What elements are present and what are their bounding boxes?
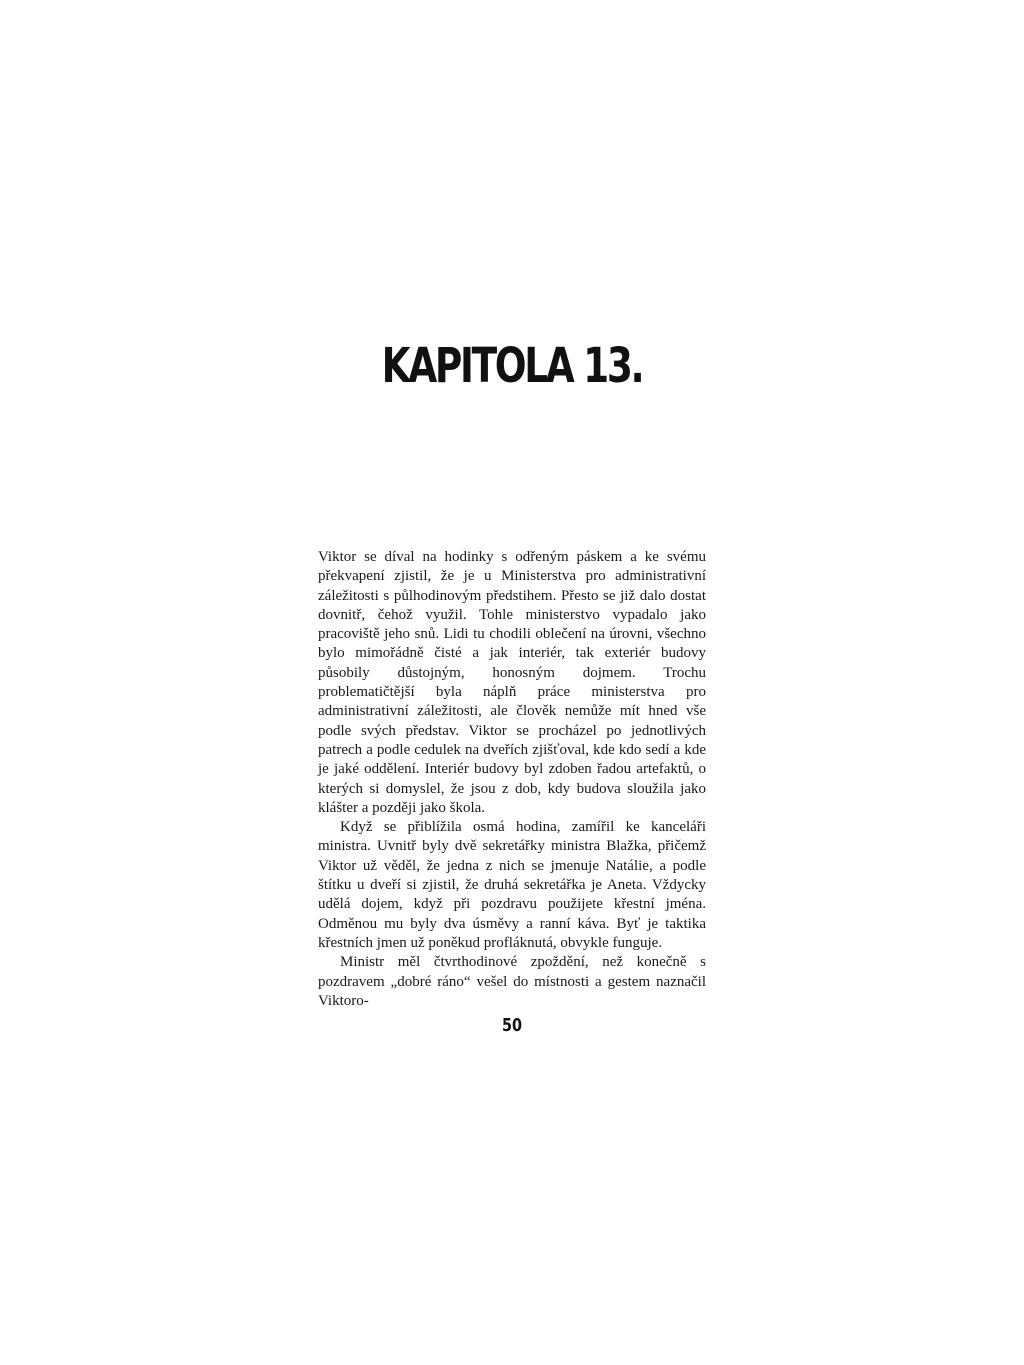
chapter-title: KAPITOLA 13. [381,338,643,394]
paragraph-3: Ministr měl čtvrthodinové zpoždění, než konečně s pozdravem „dobré ráno“ vešel do místnosti a gestem naznačil Viktoro- [318,954,706,1009]
paragraph-1: Viktor se díval na hodinky s odřeným páskem a ke svému překvapení zjistil, že je u Ministerstva pro administrativní záležitosti s půlhodinovým předstihem. Přesto se již dalo dostat dovnitř, čehož využil. Tohle ministerstvo vypadalo jako pracoviště jeho snů. Lidi tu chodili oblečení na úrovni, všechno bylo mimořádně čisté a jak interiér, tak exteriér budovy působily důstojným, honosným dojmem. Trochu problematičtější byla náplň práce ministerstva pro administrativní záležitosti, ale člověk nemůže mít hned vše podle svých představ. Viktor se procházel po jednotlivých patrech a podle cedulek na dveřích zjišťoval, kde kdo sedí a kde je jaké oddělení. Interiér budovy byl zdoben řadou artefaktů, o kterých si domyslel, že jsou z dob, kdy budova sloužila jako klášter a později jako škola. [318,549,706,816]
page-number: 50 [501,1015,523,1036]
chapter-body [318,548,706,1011]
paragraph-2: Když se přiblížila osmá hodina, zamířil ke kanceláři ministra. Uvnitř byly dvě sekretářky ministra Blažka, přičemž Viktor už věděl, že jedna z nich se jmenuje Natálie, a podle štítku u dveří si zjistil, že druhá sekretářka je Aneta. Vždycky udělá dojem, když při pozdravu použijete křestní jména. Odměnou mu byly dva úsměvy a ranní káva. Byť je taktika křestních jmen už poněkud profláknutá, obvykle funguje. [318,819,706,951]
